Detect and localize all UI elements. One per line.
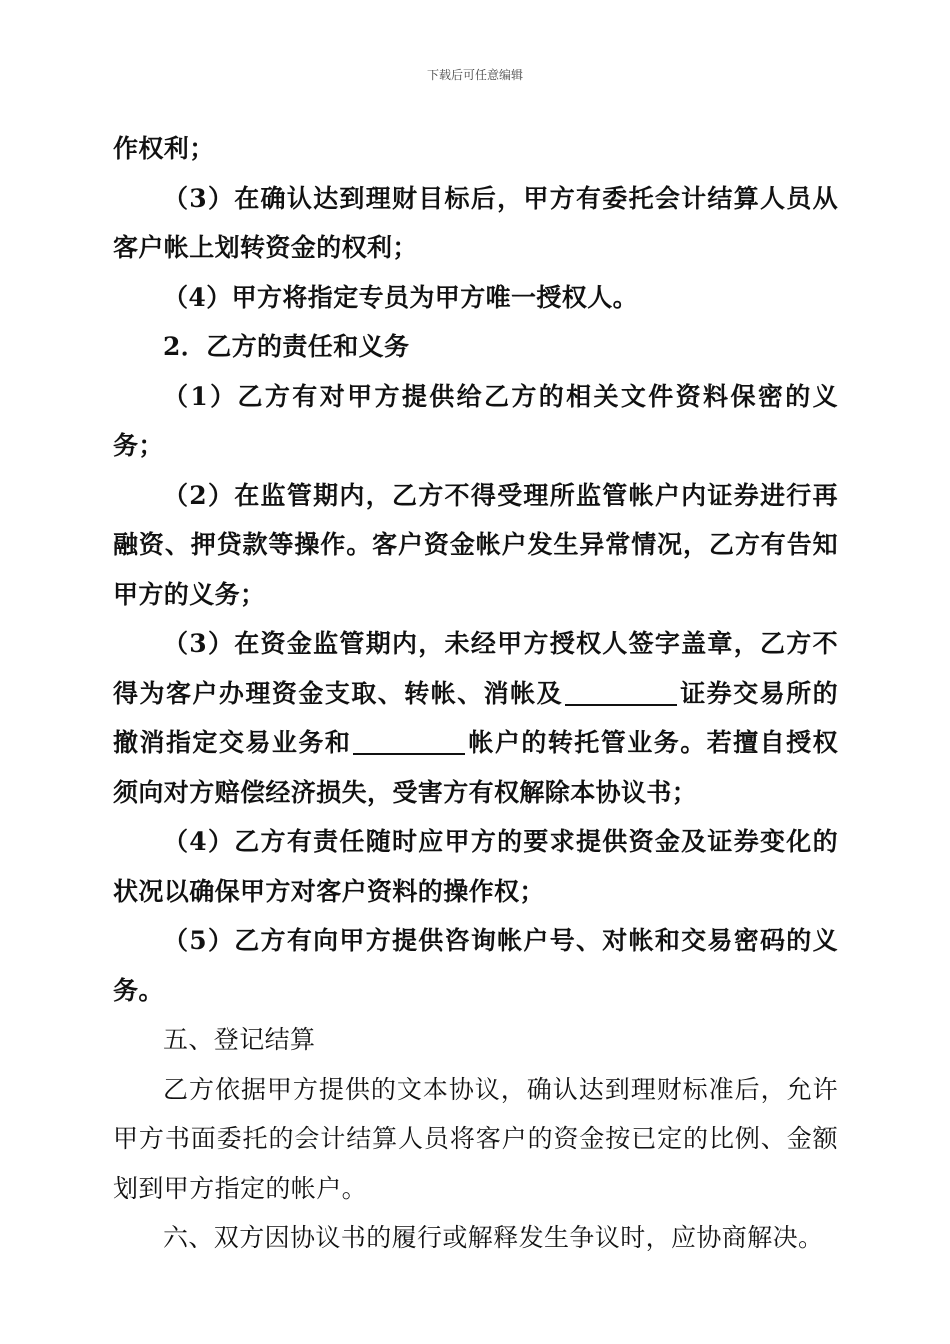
- blank-field-exchange: [565, 676, 677, 706]
- page-header: 下载后可任意编辑: [426, 68, 523, 82]
- blank-field-account: [353, 725, 465, 755]
- section-heading-party-b: 2．乙方的责任和义务: [163, 332, 410, 361]
- paragraph-continuation: 作权利；: [113, 134, 215, 163]
- clause-b5: （5）乙方有向甲方提供咨询帐户号、对帐和交易密码的义务。: [113, 926, 838, 1005]
- clause-b2: （2）在监管期内，乙方不得受理所监管帐户内证券进行再融资、押贷款等操作。客户资金帐户发生异常情况，乙方有告知甲方的义务；: [113, 480, 838, 609]
- section-heading-settlement: 五、登记结算: [163, 1025, 316, 1054]
- dispute-resolution-paragraph: 六、双方因协议书的履行或解释发生争议时，应协商解决。: [163, 1223, 824, 1252]
- clause-b3-part1: （3）在资金监管期内，未经甲方授权人签字盖章，乙方不得为客户办理资金支取、转帐、消帐及: [113, 629, 838, 708]
- clause-b3-part2: 证券交易所的撤消指定交易业务和: [113, 678, 838, 757]
- clause-b3-part3: 帐户的转托管业务。若擅自授权须向对方赔偿经济损失，受害方有权解除本协议书；: [113, 728, 838, 807]
- clause-b4: （4）乙方有责任随时应甲方的要求提供资金及证券变化的状况以确保甲方对客户资料的操作权；: [113, 827, 838, 906]
- clause-b1: （1）乙方有对甲方提供给乙方的相关文件资料保密的义务；: [113, 381, 838, 460]
- document-body: [113, 124, 838, 1263]
- clause-a3: （3）在确认达到理财目标后，甲方有委托会计结算人员从客户帐上划转资金的权利；: [113, 183, 838, 262]
- clause-b3: [113, 619, 838, 817]
- settlement-paragraph: 乙方依据甲方提供的文本协议，确认达到理财标准后，允许甲方书面委托的会计结算人员将客户的资金按已定的比例、金额划到甲方指定的帐户。: [113, 1074, 838, 1203]
- clause-a4: （4）甲方将指定专员为甲方唯一授权人。: [163, 282, 638, 312]
